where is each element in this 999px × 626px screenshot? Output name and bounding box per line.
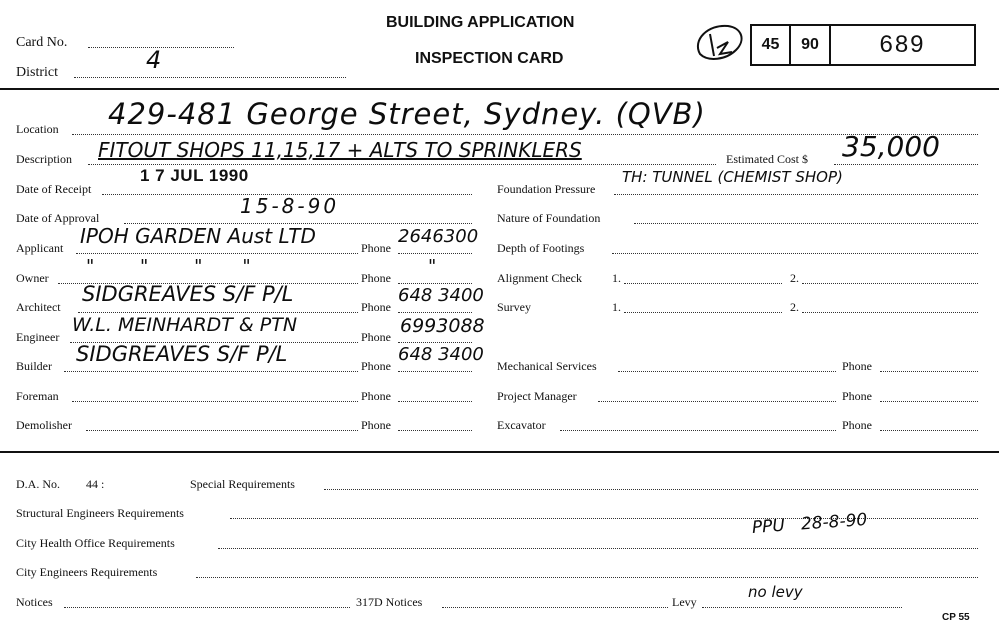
district-field[interactable]	[74, 77, 346, 78]
date-receipt-label: Date of Receipt	[16, 182, 92, 196]
notices-317d-field[interactable]	[442, 607, 668, 608]
city-eng-field[interactable]	[196, 577, 978, 578]
location-label: Location	[16, 122, 59, 136]
demolisher-field[interactable]	[86, 430, 358, 431]
description-value: FITOUT SHOPS 11,15,17 + ALTS TO SPRINKLERS	[98, 138, 582, 162]
box-1: 45	[750, 24, 791, 66]
health-label: City Health Office Requirements	[16, 536, 175, 550]
architect-phone-label: Phone	[361, 300, 391, 314]
foreman-phone-label: Phone	[361, 389, 391, 403]
mechanical-field[interactable]	[618, 371, 836, 372]
date-receipt-stamp: 1 7 JUL 1990	[140, 166, 249, 185]
alignment-num-2: 2.	[790, 271, 799, 285]
applicant-phone-label: Phone	[361, 241, 391, 255]
engineer-phone-value: 6993088	[400, 315, 485, 337]
project-manager-field[interactable]	[598, 401, 836, 402]
project-manager-label: Project Manager	[497, 389, 577, 403]
survey-num-2: 2.	[790, 300, 799, 314]
initials-mark	[690, 20, 748, 66]
special-field[interactable]	[324, 489, 978, 490]
builder-label: Builder	[16, 359, 52, 373]
card-no-label: Card No.	[16, 35, 68, 50]
box-2: 90	[789, 24, 831, 66]
district-value: 4	[146, 46, 162, 74]
requirements-divider	[0, 451, 999, 453]
header-divider	[0, 88, 999, 90]
date-approval-label: Date of Approval	[16, 211, 100, 225]
district-label: District	[16, 65, 58, 80]
notices-label: Notices	[16, 595, 53, 609]
engineer-value: W.L. MEINHARDT & PTN	[72, 314, 298, 336]
date-approval-value: 15-8-90	[240, 194, 340, 218]
levy-field[interactable]	[702, 607, 902, 608]
title-line2: INSPECTION CARD	[415, 50, 564, 67]
builder-field[interactable]	[64, 371, 358, 372]
architect-field[interactable]	[78, 312, 358, 313]
depth-footings-field[interactable]	[612, 253, 978, 254]
applicant-phone-field[interactable]	[398, 253, 472, 254]
description-label: Description	[16, 152, 72, 166]
builder-phone-value: 648 3400	[398, 344, 484, 365]
foundation-pressure-label: Foundation Pressure	[497, 182, 596, 196]
applicant-phone-value: 2646300	[398, 226, 479, 247]
survey-label: Survey	[497, 300, 531, 314]
builder-phone-field[interactable]	[398, 371, 472, 372]
estimated-cost-value: 35,000	[842, 130, 940, 163]
owner-phone-label: Phone	[361, 271, 391, 285]
mechanical-label: Mechanical Services	[497, 359, 597, 373]
survey-field-2[interactable]	[802, 312, 978, 313]
engineer-phone-label: Phone	[361, 330, 391, 344]
project-manager-phone-field[interactable]	[880, 401, 978, 402]
initials-scribble-icon	[690, 20, 748, 66]
structural-label: Structural Engineers Requirements	[16, 506, 184, 520]
alignment-label: Alignment Check	[497, 271, 582, 285]
builder-phone-label: Phone	[361, 359, 391, 373]
notices-317d-label: 317D Notices	[356, 595, 423, 609]
applicant-label: Applicant	[16, 241, 64, 255]
city-eng-label: City Engineers Requirements	[16, 565, 158, 579]
foreman-phone-field[interactable]	[398, 401, 472, 402]
demolisher-label: Demolisher	[16, 418, 72, 432]
da-label: D.A. No.	[16, 477, 60, 491]
applicant-field[interactable]	[76, 253, 358, 254]
location-value: 429-481 George Street, Sydney. (QVB)	[108, 97, 706, 131]
levy-label: Levy	[672, 595, 697, 609]
survey-num-1: 1.	[612, 300, 621, 314]
estimated-cost-label: Estimated Cost $	[726, 152, 808, 166]
applicant-value: IPOH GARDEN Aust LTD	[80, 224, 316, 248]
foundation-pressure-field[interactable]	[614, 194, 978, 195]
health-field[interactable]	[218, 548, 978, 549]
special-label: Special Requirements	[190, 477, 295, 491]
foundation-pressure-value: TH: TUNNEL (CHEMIST SHOP)	[622, 168, 843, 186]
description-field[interactable]	[88, 164, 716, 165]
excavator-phone-label: Phone	[842, 418, 872, 432]
excavator-field[interactable]	[560, 430, 836, 431]
box-3: 689	[829, 24, 976, 66]
health-value: PPU 28-8-90	[751, 509, 868, 538]
title-line1: BUILDING APPLICATION	[386, 14, 575, 31]
architect-phone-field[interactable]	[398, 312, 472, 313]
survey-field-1[interactable]	[624, 312, 782, 313]
architect-label: Architect	[16, 300, 61, 314]
estimated-cost-field[interactable]	[834, 164, 978, 165]
engineer-label: Engineer	[16, 330, 60, 344]
demolisher-phone-field[interactable]	[398, 430, 472, 431]
owner-value: " " " "	[86, 256, 251, 277]
alignment-field-2[interactable]	[802, 283, 978, 284]
engineer-phone-field[interactable]	[398, 342, 472, 343]
builder-value: SIDGREAVES S/F P/L	[76, 342, 288, 366]
mechanical-phone-label: Phone	[842, 359, 872, 373]
levy-value: no levy	[748, 583, 803, 601]
excavator-label: Excavator	[497, 418, 546, 432]
form-code: CP 55	[942, 612, 970, 623]
alignment-field-1[interactable]	[624, 283, 782, 284]
owner-phone-value: "	[428, 256, 437, 277]
alignment-num-1: 1.	[612, 271, 621, 285]
nature-foundation-label: Nature of Foundation	[497, 211, 601, 225]
nature-foundation-field[interactable]	[634, 223, 978, 224]
owner-phone-field[interactable]	[398, 283, 472, 284]
foreman-field[interactable]	[72, 401, 358, 402]
architect-value: SIDGREAVES S/F P/L	[82, 282, 294, 306]
foreman-label: Foreman	[16, 389, 59, 403]
excavator-phone-field[interactable]	[880, 430, 978, 431]
notices-field[interactable]	[64, 607, 350, 608]
architect-phone-value: 648 3400	[398, 285, 484, 306]
mechanical-phone-field[interactable]	[880, 371, 978, 372]
da-value: 44 :	[86, 477, 105, 491]
project-manager-phone-label: Phone	[842, 389, 872, 403]
depth-footings-label: Depth of Footings	[497, 241, 585, 255]
demolisher-phone-label: Phone	[361, 418, 391, 432]
owner-label: Owner	[16, 271, 49, 285]
